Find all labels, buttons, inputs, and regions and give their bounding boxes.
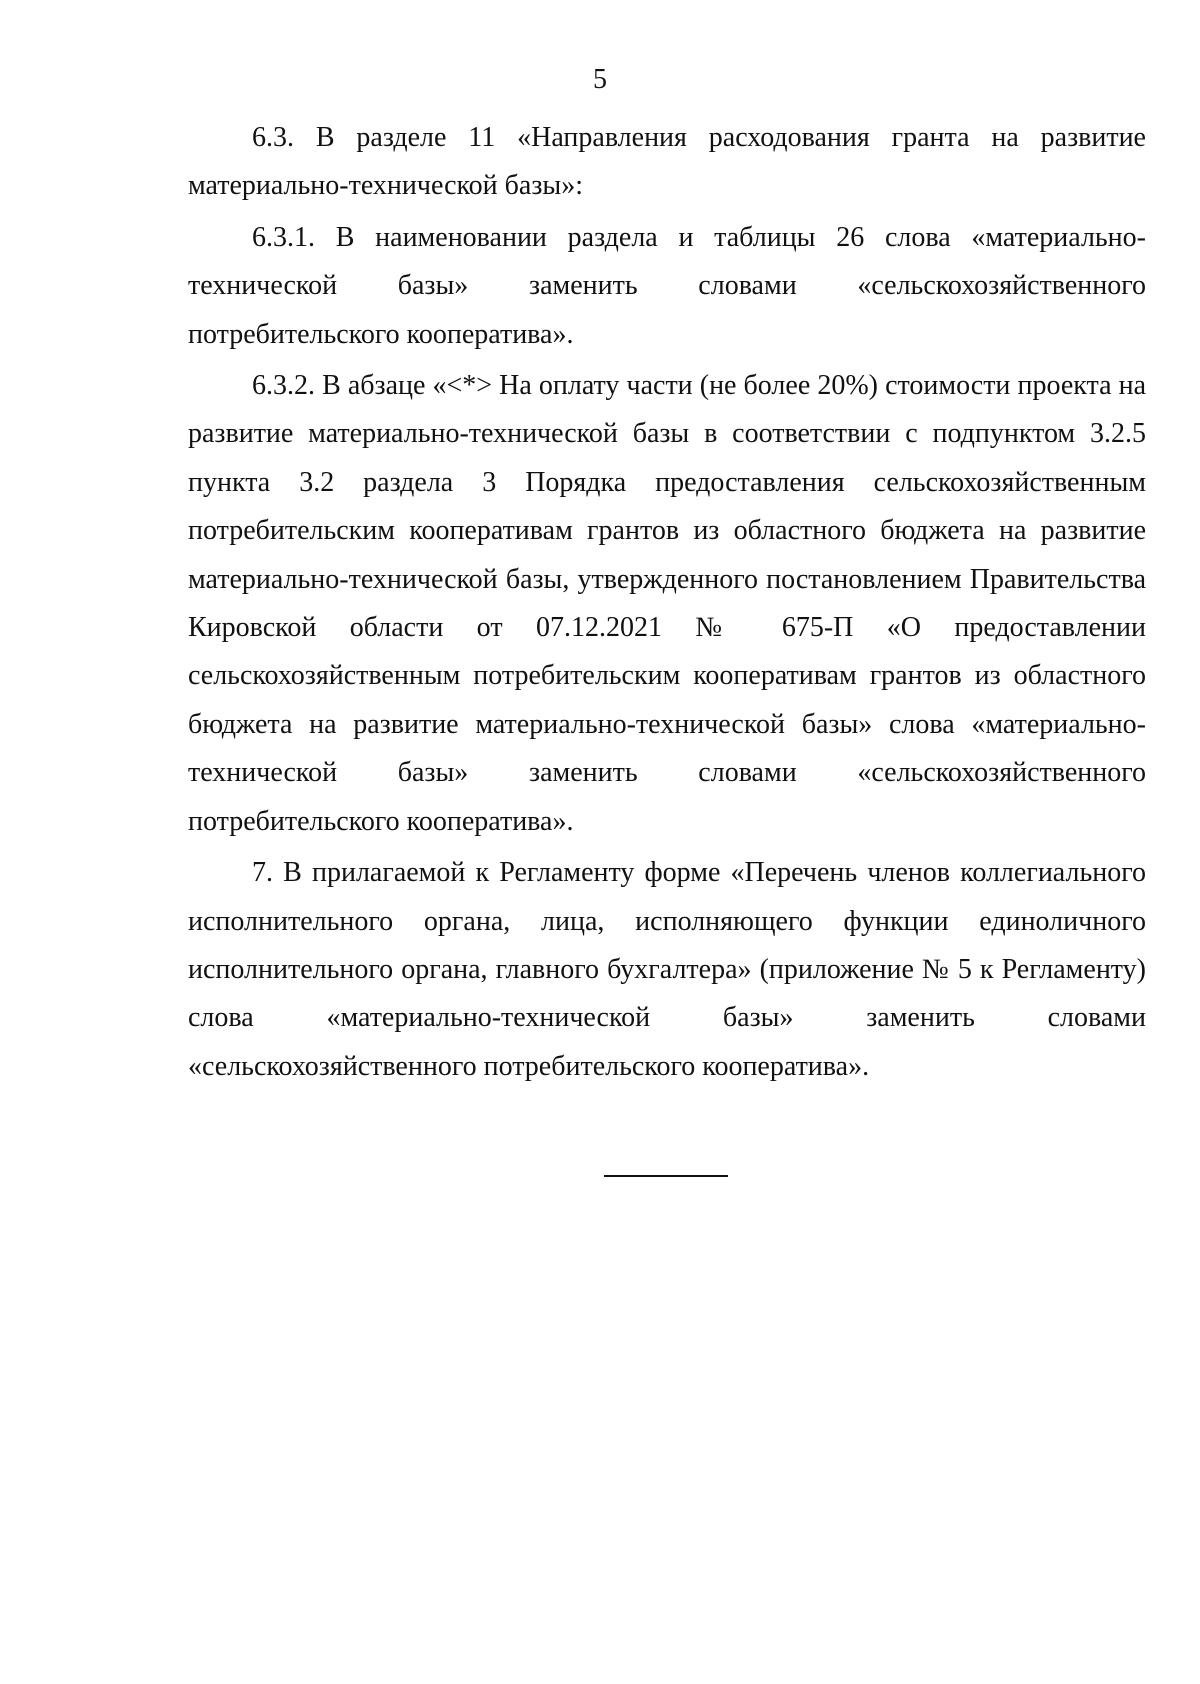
end-divider (604, 1175, 728, 1177)
document-body (188, 114, 1146, 1094)
paragraph-6-3-1: 6.3.1. В наименовании раздела и таблицы 26 слова «материально-технической базы» заменить словами «сельскохозяйственного потребительского кооператива». (188, 221, 1146, 350)
paragraph-7: 7. В прилагаемой к Регламенту форме «Перечень членов коллегиального исполнительного органа, лица, исполняющего функции единоличного исполнительного органа, главного бухгалтера» (приложение № 5 к Регламенту) слова «материально-технической базы» заменить словами «сельскохозяйственного потребительского кооператива». (188, 857, 1146, 1082)
paragraph-6-3: 6.3. В разделе 11 «Направления расходования гранта на развитие материально-технической базы»: (188, 122, 1146, 202)
page-number: 5 (593, 64, 607, 95)
paragraph-6-3-2: 6.3.2. В абзаце «<*> На оплату части (не более 20%) стоимости проекта на развитие материально-технической базы в соответствии с подпунктом 3.2.5 пункта 3.2 раздела 3 Порядка предоставления сельскохозяйственным потребительским кооперативам грантов из областного бюджета на развитие материально-технической базы, утвержденного постановлением Правительства Кировской области от 07.12.2021 № 675-П «О предоставлении сельскохозяйственным потребительским кооперативам грантов из областного бюджета на развитие материально-технической базы» слова «материально-технической базы» заменить словами «сельскохозяйственного потребительского кооператива». (188, 370, 1146, 837)
